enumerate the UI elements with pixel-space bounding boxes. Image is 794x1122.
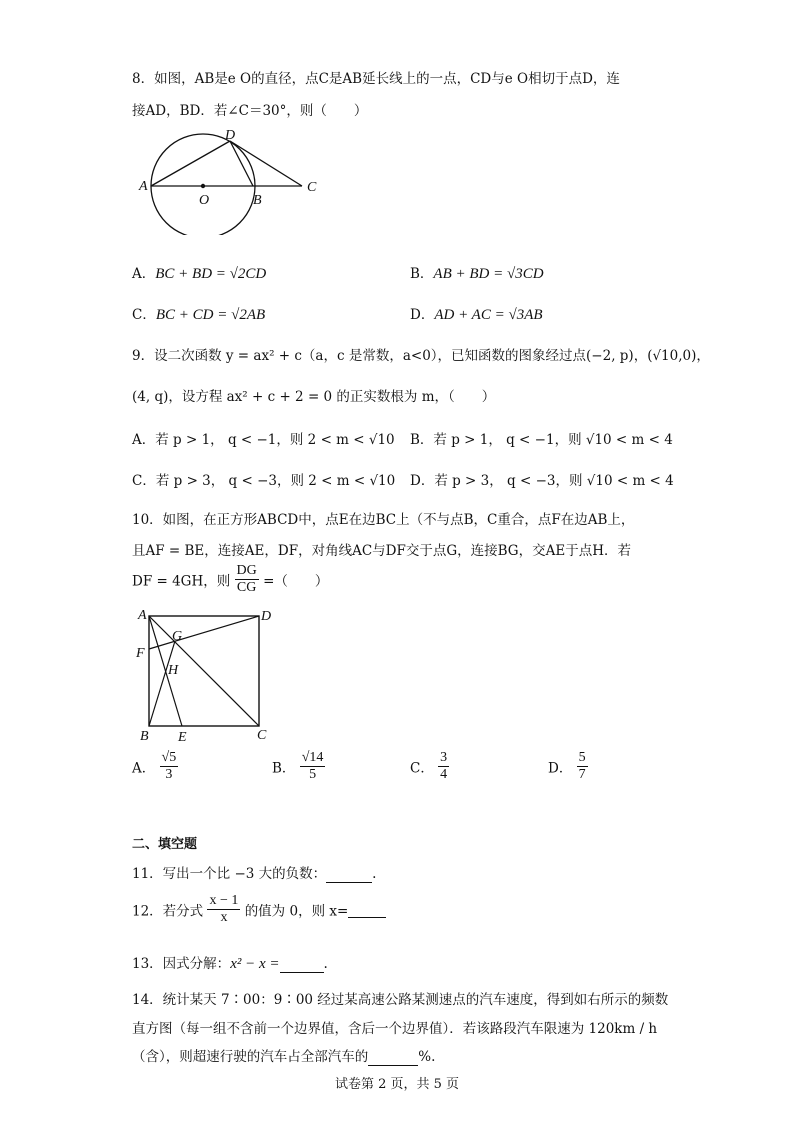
dg-over-cg-fraction: $\frac{DG}{CG}$	[236, 563, 257, 595]
label-f: F	[136, 646, 145, 661]
q10-option-a: A． $\frac{√5}{3}$	[132, 750, 177, 782]
label-c: C	[307, 180, 317, 195]
q14-line2: 直方图（每一组不含前一个边界值，含后一个边界值）．若该路段汽车限速为 120km / h	[132, 1021, 658, 1037]
label-d: D	[261, 609, 272, 624]
line-ad	[151, 141, 230, 186]
q8-option-a: A．BC + BD = √2CD	[132, 266, 267, 282]
label-b: B	[253, 193, 262, 208]
label-o: O	[199, 193, 210, 208]
q10-square-figure	[132, 604, 282, 744]
q9-option-c: C．若 p > 3， q < −3，则 2 < m < √10	[132, 473, 396, 489]
q11-answer-blank[interactable]	[326, 866, 372, 883]
q8-option-b: B．AB + BD = √3CD	[410, 266, 544, 282]
label-d: D	[225, 128, 236, 143]
label-b: B	[140, 729, 149, 744]
q10-stem-line1: 10．如图，在正方形ABCD中，点E在边BC上（不与点B，C重合，点F在边AB上，	[132, 512, 635, 528]
q10-stem-line3: DF = 4GH，则 $\frac{DG}{CG}$ =（ ）	[132, 563, 329, 595]
q13-answer-blank[interactable]	[280, 956, 324, 973]
section-heading-fill-in: 二、填空题	[132, 837, 198, 852]
q10-option-c: C． $\frac{3}{4}$	[410, 750, 448, 782]
q10-stem-line2: 且AF = BE，连接AE，DF，对角线AC与DF交于点G，连接BG，交AE于点H．若	[132, 543, 631, 559]
label-g: G	[172, 629, 183, 644]
q12-fraction: $\frac{x - 1}{x}$	[209, 893, 239, 925]
q9-option-b: B．若 p > 1， q < −1，则 √10 < m < 4	[410, 432, 673, 448]
q9-option-a: A．若 p > 1， q < −1，则 2 < m < √10	[132, 432, 395, 448]
q8-option-c: C．BC + CD = √2AB	[132, 307, 266, 323]
label-e: E	[178, 730, 187, 744]
label-a: A	[139, 179, 148, 194]
q14-line1: 14．统计某天 7∶00：9∶00 经过某高速公路某测速点的汽车速度，得到如右所示的频数	[132, 992, 669, 1008]
page-footer: 试卷第 2 页，共 5 页	[334, 1077, 460, 1092]
q9-stem-line2: (4, q)，设方程 ax² + c + 2 = 0 的正实数根为 m，（ ）	[132, 389, 496, 405]
q14-answer-blank[interactable]	[368, 1049, 418, 1066]
label-c: C	[257, 728, 267, 743]
q14-line3: （含），则超速行驶的汽车占全部汽车的 %.	[132, 1049, 436, 1065]
q8-circle-figure	[135, 125, 325, 235]
q10-option-b: B． $\frac{√14}{5}$	[272, 750, 324, 782]
q8-stem-line2: 接AD，BD．若∠C＝30°，则（ ）	[132, 103, 368, 119]
line-bg	[149, 641, 175, 726]
q8-stem-line1: 8．如图，AB是e O的直径，点C是AB延长线上的一点，CD与e O相切于点D，连	[132, 71, 620, 87]
q9-option-d: D．若 p > 3， q < −3，则 √10 < m < 4	[410, 473, 674, 489]
label-h: H	[168, 663, 179, 678]
q13-line: 13．因式分解：x² − x = .	[132, 956, 328, 972]
q12-line: 12．若分式 $\frac{x - 1}{x}$ 的值为 0，则 x=	[132, 893, 386, 926]
q12-answer-blank[interactable]	[348, 901, 386, 918]
q11-line: 11．写出一个比 −3 大的负数： .	[132, 866, 377, 882]
center-dot	[201, 184, 205, 188]
q9-stem-line1: 9．设二次函数 y = ax² + c（a，c 是常数，a<0），已知函数的图象经过点(−2, p)，(√10,0)，	[132, 348, 710, 364]
q10-option-d: D． $\frac{5}{7}$	[548, 750, 586, 782]
q8-option-d: D．AD + AC = √3AB	[410, 307, 543, 323]
label-a: A	[138, 608, 147, 623]
